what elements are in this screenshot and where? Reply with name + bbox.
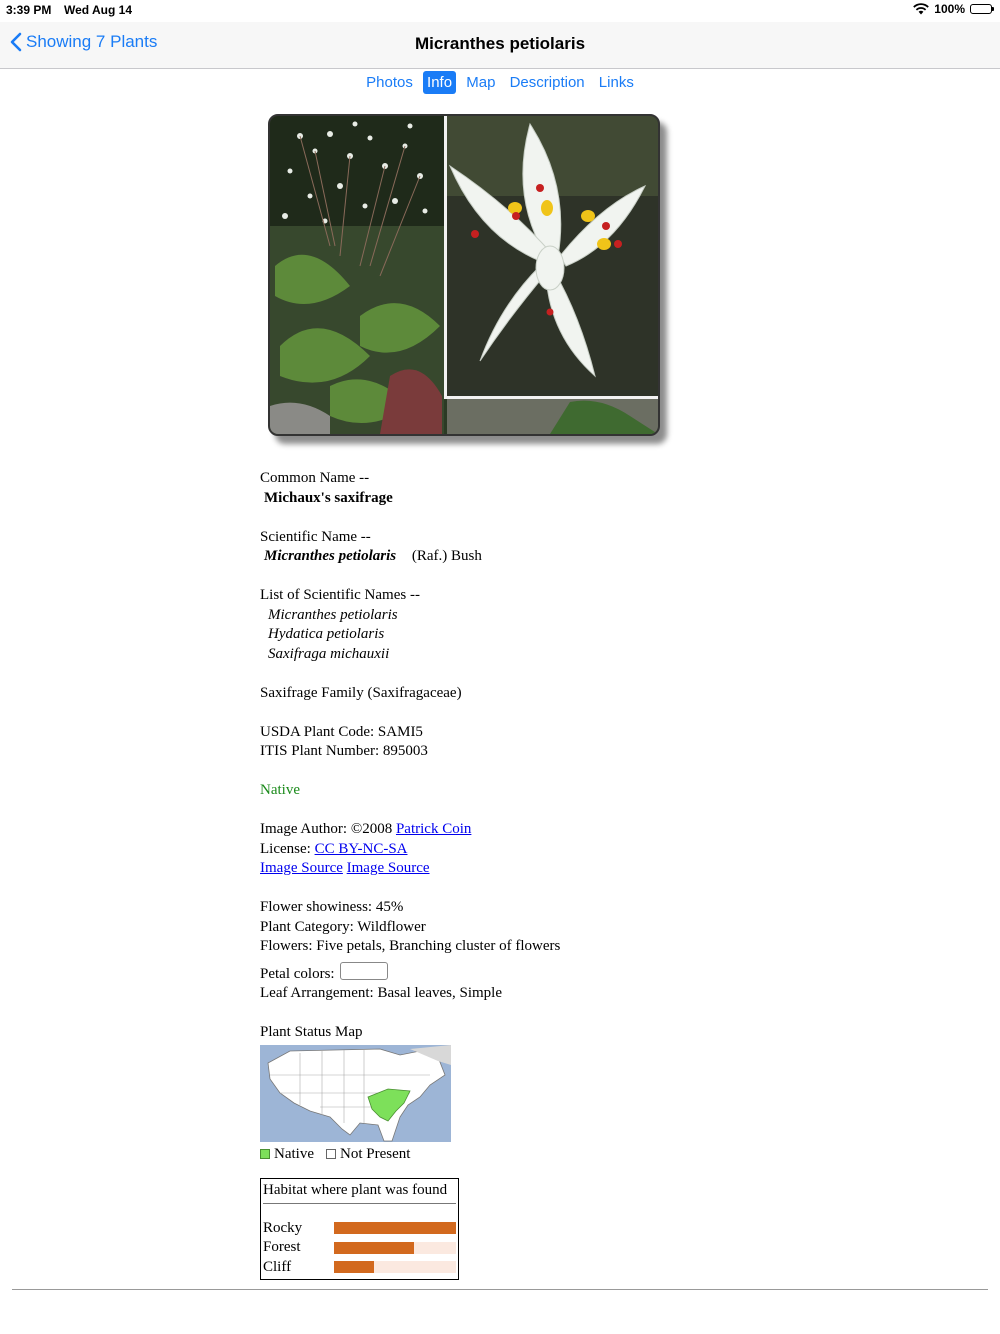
image-source-link-1[interactable]: Image Source: [260, 860, 343, 876]
us-map-image: [260, 1045, 451, 1142]
wifi-icon: [913, 3, 929, 15]
habitat-label: Rocky: [263, 1219, 303, 1236]
habitat-bar: [334, 1242, 415, 1254]
habitat-label: Forest: [263, 1239, 301, 1255]
map-legend: [260, 1145, 860, 1165]
petal-color-swatch: [340, 962, 388, 980]
name-list-item: Saxifraga michauxii: [268, 645, 390, 662]
petal-colors-row: [260, 962, 860, 985]
habitat-row: [263, 1258, 456, 1278]
plant-photo-image: [270, 116, 658, 434]
habitat-row: [263, 1219, 456, 1239]
image-author-label: Image Author: ©2008: [260, 821, 393, 837]
plant-photo[interactable]: [268, 114, 660, 436]
legend-native: Native: [274, 1145, 314, 1162]
tab-map[interactable]: Map: [466, 74, 496, 91]
habitat-bar: [334, 1261, 374, 1273]
image-source-row: [260, 859, 860, 879]
name-list-item: Hydatica petiolaris: [268, 626, 385, 642]
legend-not-present: Not Present: [339, 1145, 411, 1162]
navigation-bar: [0, 22, 1000, 69]
native-swatch: [260, 1149, 270, 1159]
habitat-title: Habitat where plant was found: [263, 1181, 456, 1204]
image-source-link-2[interactable]: Image Source: [346, 860, 430, 876]
habitat-bar: [334, 1222, 456, 1234]
habitat-label: Cliff: [263, 1258, 292, 1275]
common-name-label: Common Name --: [260, 470, 370, 486]
tab-description[interactable]: Description: [509, 74, 585, 91]
license-link[interactable]: CC BY-NC-SA: [314, 840, 408, 857]
plant-family: Saxifrage Family (Saxifragaceae): [260, 684, 462, 701]
plant-info: [260, 469, 860, 1280]
native-status: Native: [260, 782, 300, 798]
scientific-name-label: Scientific Name --: [260, 528, 371, 545]
bottom-divider: [12, 1289, 988, 1290]
page-title: Micranthes petiolaris: [414, 34, 586, 53]
battery-icon: [970, 4, 992, 14]
tab-photos[interactable]: Photos: [366, 74, 413, 91]
common-name: Michaux's saxifrage: [264, 489, 393, 506]
image-author-link[interactable]: Patrick Coin: [395, 821, 472, 837]
petal-colors-label: Petal colors:: [260, 965, 335, 982]
itis-number: ITIS Plant Number: 895003: [260, 743, 428, 759]
status-time: 3:39 PM: [6, 3, 52, 17]
flower-type: Flowers: Five petals, Branching cluster of flowers: [260, 938, 561, 954]
plant-status-map[interactable]: [260, 1045, 451, 1142]
image-author-row: [260, 820, 860, 840]
back-label: Showing 7 Plants: [26, 32, 158, 51]
leaf-arrangement: Leaf Arrangement: Basal leaves, Simple: [260, 985, 502, 1001]
not-present-swatch: [326, 1149, 336, 1159]
habitat-track: [334, 1222, 456, 1234]
tab-links[interactable]: Links: [598, 74, 634, 91]
section-tabs: [0, 71, 1000, 94]
status-map-label: Plant Status Map: [260, 1024, 363, 1040]
status-date: Wed Aug 14: [64, 3, 133, 17]
license-label: License:: [260, 840, 311, 857]
scientific-name-row: [260, 547, 860, 567]
habitat-track: [334, 1261, 456, 1273]
license-row: [260, 840, 860, 860]
habitat-track: [334, 1242, 456, 1254]
habitat-row: [263, 1238, 456, 1258]
flower-showiness: Flower showiness: 45%: [260, 899, 404, 915]
scientific-name: Micranthes petiolaris: [264, 548, 397, 564]
scientific-author: (Raf.) Bush: [411, 548, 482, 564]
usda-code: USDA Plant Code: SAMI5: [260, 723, 423, 740]
name-list-item: Micranthes petiolaris: [268, 606, 398, 623]
battery-percent: 100%: [934, 2, 965, 16]
plant-category: Plant Category: Wildflower: [260, 918, 426, 935]
names-list-label: List of Scientific Names --: [260, 587, 420, 603]
tab-info[interactable]: Info: [423, 71, 456, 94]
status-bar: [0, 0, 1000, 22]
status-right: [913, 2, 992, 16]
habitat-box: [260, 1178, 459, 1280]
